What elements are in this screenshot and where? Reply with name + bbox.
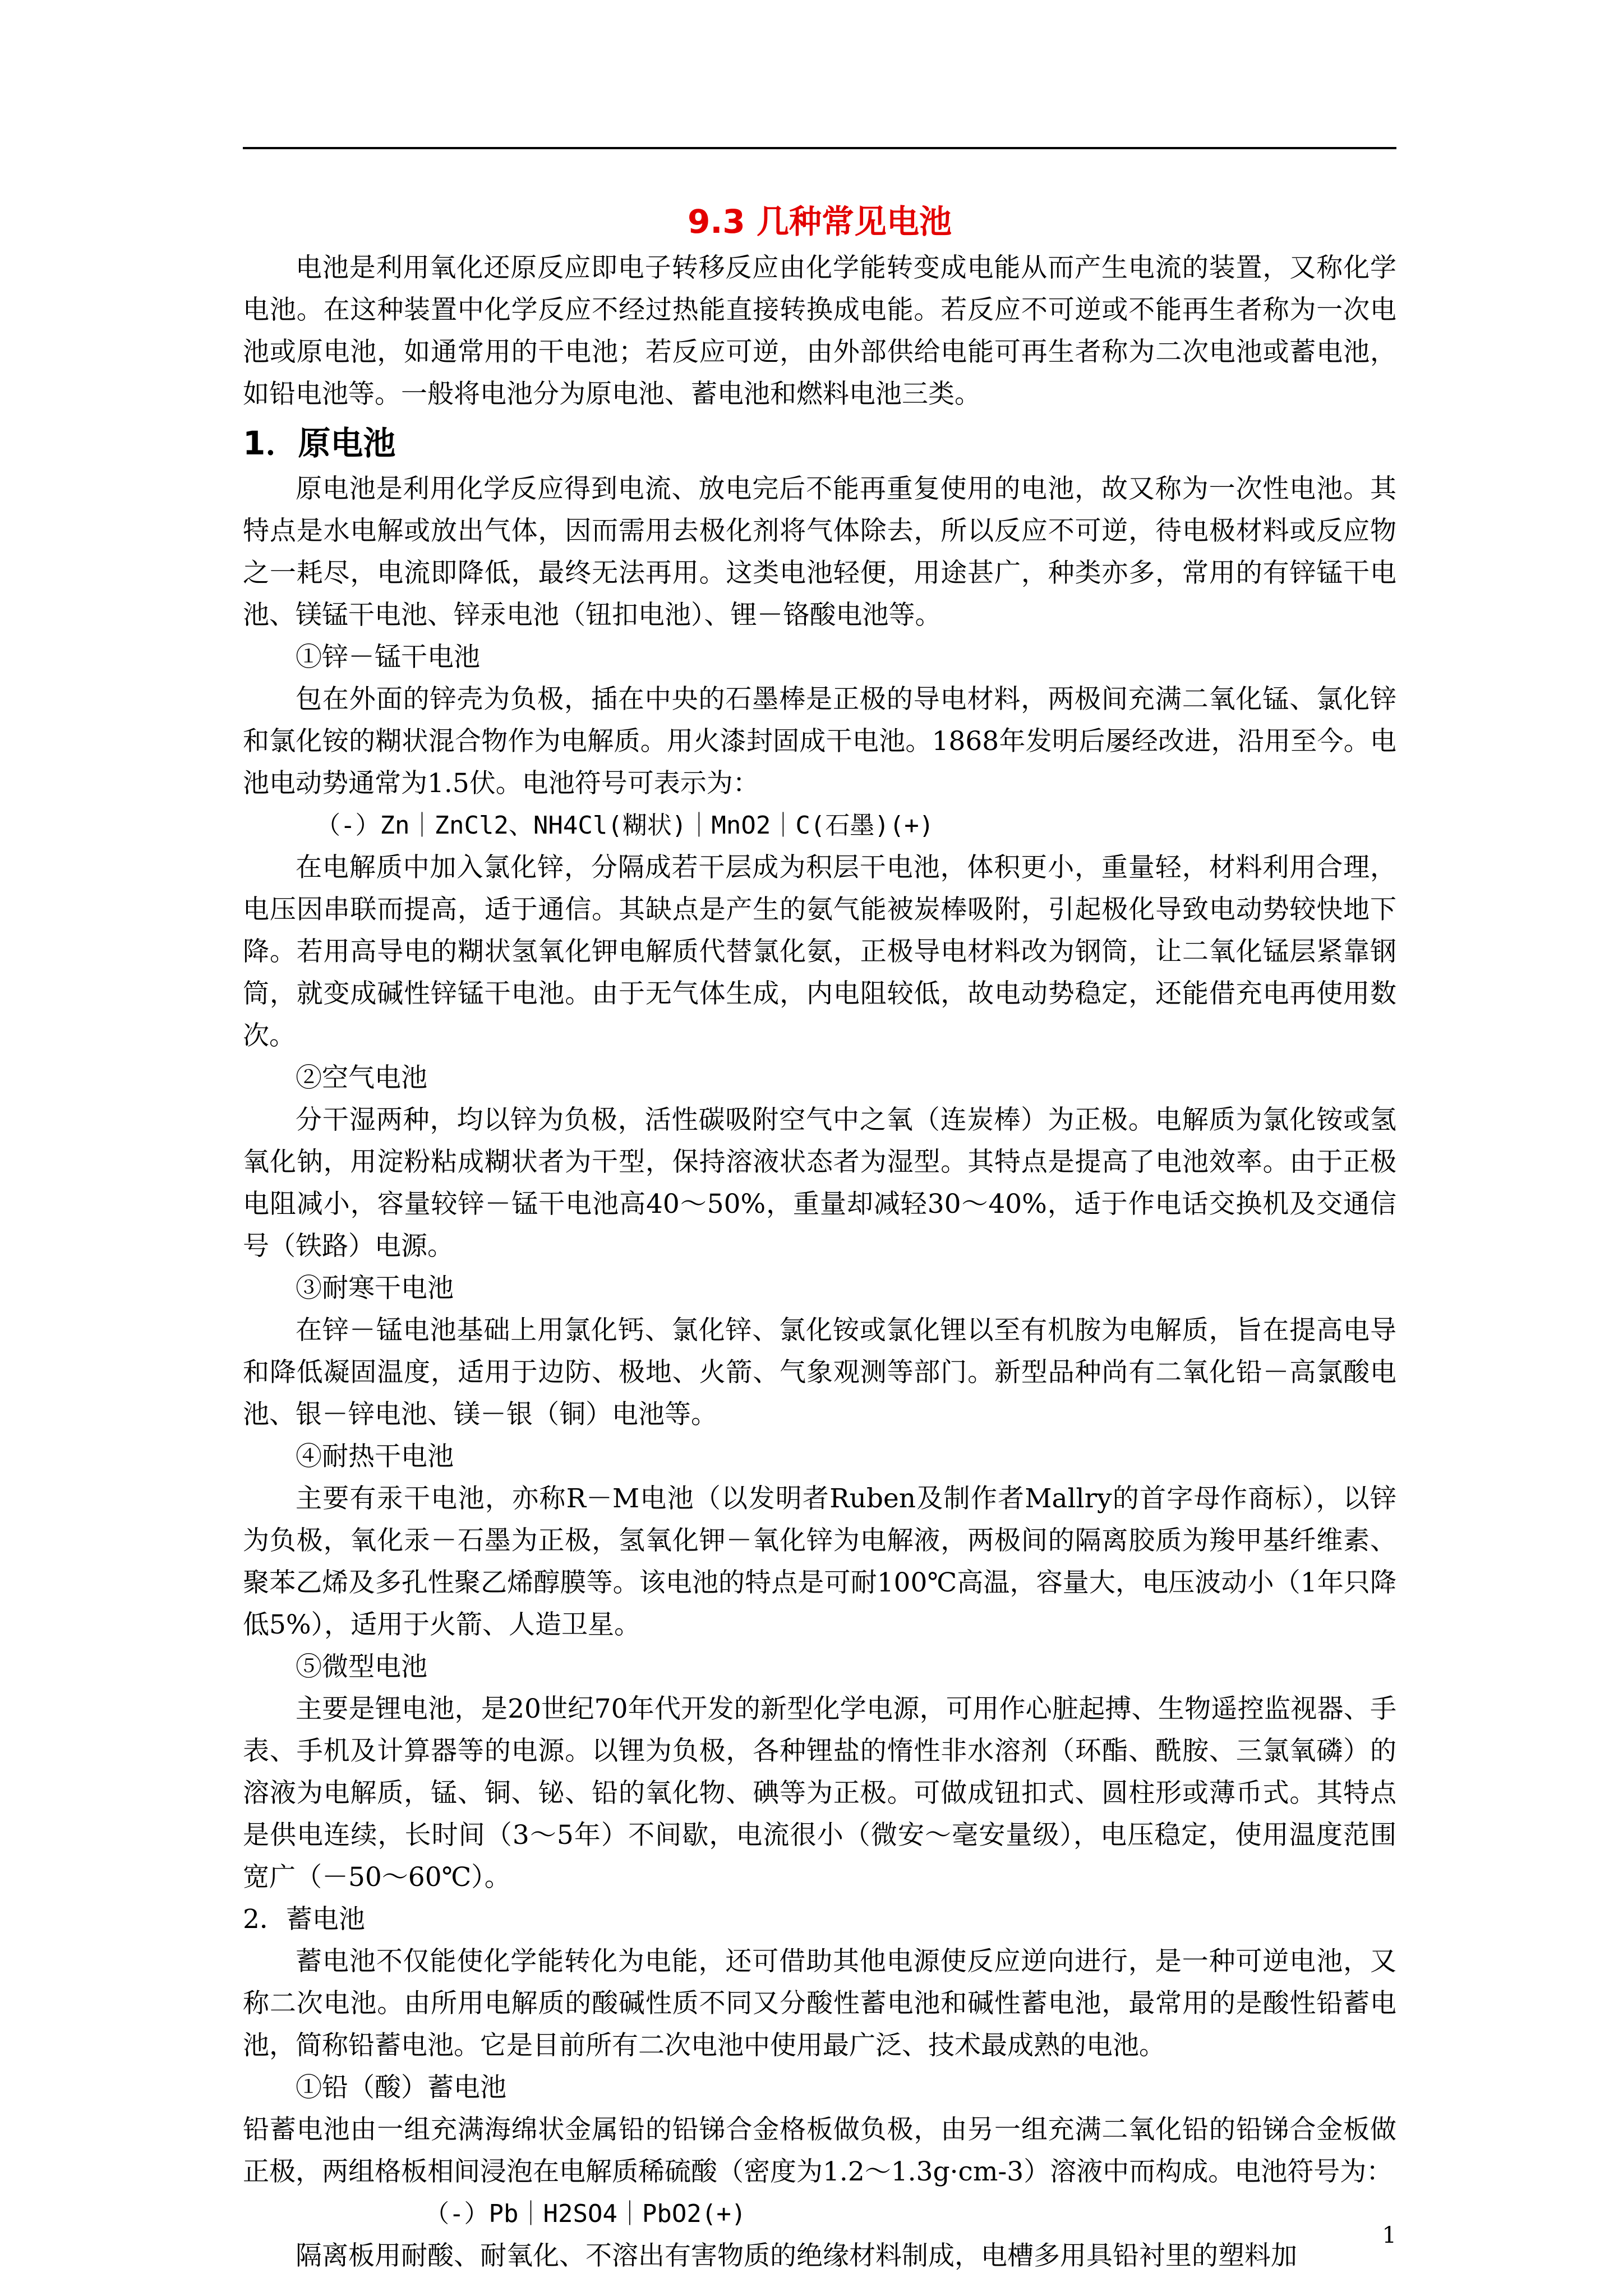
header-rule [243, 147, 1396, 149]
section-heading-storage-battery: 2．蓄电池 [243, 1904, 365, 1935]
section1-intro: 原电池是利用化学反应得到电流、放电完后不能再重复使用的电池，故又称为一次性电池。其特点是水电解或放出气体，因而需用去极化剂将气体除去，所以反应不可逆，待电极材料或反应物之一耗尽，电流即降低，最终无法再用。这类电池轻便，用途甚广，种类亦多，常用的有锌锰干电池、镁锰干电池、锌汞电池（钮扣电池）、锂－铬酸电池等。 [243, 473, 1396, 631]
item-paragraph: 分干湿两种，均以锌为负极，活性碳吸附空气中之氧（连炭棒）为正极。电解质为氯化铵或氢氧化钠，用淀粉粘成糊状者为干型，保持溶液状态者为湿型。其特点是提高了电池效率。由于正极电阻减小，容量较锌－锰干电池高40～50%，重量却减轻30～40%，适于作电话交换机及交通信号（铁路）电源。 [243, 1105, 1396, 1262]
section2-intro: 蓄电池不仅能使化学能转化为电能，还可借助其他电源使反应逆向进行，是一种可逆电池，又称二次电池。由所用电解质的酸碱性质不同又分酸性蓄电池和碱性蓄电池，最常用的是酸性铅蓄电池，简称铅蓄电池。它是目前所有二次电池中使用最广泛、技术最成熟的电池。 [243, 1946, 1396, 2061]
item-label-micro-battery: ⑤微型电池 [296, 1651, 427, 1682]
item-paragraph: 主要是锂电池，是20世纪70年代开发的新型化学电源，可用作心脏起搏、生物遥控监视器、手表、手机及计算器等的电源。以锂为负极，各种锂盐的惰性非水溶剂（环酯、酰胺、三氯氧磷）的溶液为电解质，锰、铜、铋、铅的氧化物、碘等为正极。可做成钮扣式、圆柱形或薄币式。其特点是供电连续，长时间（3～5年）不间歇，电流很小（微安～毫安量级），电压稳定，使用温度范围宽广（－50～60℃）。 [243, 1694, 1396, 1893]
item-paragraph: 包在外面的锌壳为负极，插在中央的石墨棒是正极的导电材料，两极间充满二氧化锰、氯化锌和氯化铵的糊状混合物作为电解质。用火漆封固成干电池。1868年发明后屡经改进，沿用至今。电池电动势通常为1.5伏。电池符号可表示为： [243, 684, 1396, 799]
item-paragraph: 主要有汞干电池，亦称R－M电池（以发明者Ruben及制作者Mallry的首字母作商标），以锌为负极，氧化汞－石墨为正极，氢氧化钾－氧化锌为电解液，两极间的隔离胶质为羧甲基纤维素、聚苯乙烯及多孔性聚乙烯醇膜等。该电池的特点是可耐100℃高温，容量大，电压波动小（1年只降低5%），适用于火箭、人造卫星。 [243, 1483, 1396, 1640]
battery-formula: （-）Pb｜H2SO4｜PbO2(+) [425, 2200, 746, 2228]
page-number: 1 [1382, 2223, 1396, 2248]
item-label-heat-resistant: ④耐热干电池 [296, 1441, 454, 1472]
item-paragraph: 铅蓄电池由一组充满海绵状金属铅的铅锑合金格板做负极，由另一组充满二氧化铅的铅锑合金板做正极，两组格板相间浸泡在电解质稀硫酸（密度为1.2～1.3g·cm-3）溶液中而构成。电池符号为： [243, 2114, 1396, 2187]
item-label-lead-acid: ①铅（酸）蓄电池 [296, 2072, 506, 2103]
page-title: 9.3 几种常见电池 [688, 203, 952, 241]
item-paragraph: 隔离板用耐酸、耐氧化、不溶出有害物质的绝缘材料制成，电槽多用具铅衬里的塑料加 [296, 2240, 1297, 2271]
item-label-cold-resistant: ③耐寒干电池 [296, 1273, 454, 1304]
item-paragraph: 在锌－锰电池基础上用氯化钙、氯化锌、氯化铵或氯化锂以至有机胺为电解质，旨在提高电导和降低凝固温度，适用于边防、极地、火箭、气象观测等部门。新型品种尚有二氧化铅－高氯酸电池、银－锌电池、镁－银（铜）电池等。 [243, 1315, 1396, 1430]
item-paragraph: 在电解质中加入氯化锌，分隔成若干层成为积层干电池，体积更小，重量轻，材料利用合理，电压因串联而提高，适于通信。其缺点是产生的氨气能被炭棒吸附，引起极化导致电动势较快地下降。若用高导电的糊状氢氧化钾电解质代替氯化氨，正极导电材料改为钢筒，让二氧化锰层紧靠钢筒，就变成碱性锌锰干电池。由于无气体生成，内电阻较低，故电动势稳定，还能借充电再使用数次。 [243, 852, 1396, 1051]
item-label-zinc-manganese: ①锌－锰干电池 [296, 642, 480, 673]
document-body [243, 196, 1396, 2277]
item-label-air-battery: ②空气电池 [296, 1062, 427, 1093]
section-heading-primary-battery: 1．原电池 [243, 424, 396, 462]
intro-paragraph: 电池是利用氧化还原反应即电子转移反应由化学能转变成电能从而产生电流的装置，又称化学电池。在这种装置中化学反应不经过热能直接转换成电能。若反应不可逆或不能再生者称为一次电池或原电池，如通常用的干电池；若反应可逆，由外部供给电能可再生者称为二次电池或蓄电池，如铅电池等。一般将电池分为原电池、蓄电池和燃料电池三类。 [243, 252, 1396, 409]
battery-formula: （-）Zn｜ZnCl2、NH4Cl(糊状)｜MnO2｜C(石墨)(+) [316, 811, 934, 840]
